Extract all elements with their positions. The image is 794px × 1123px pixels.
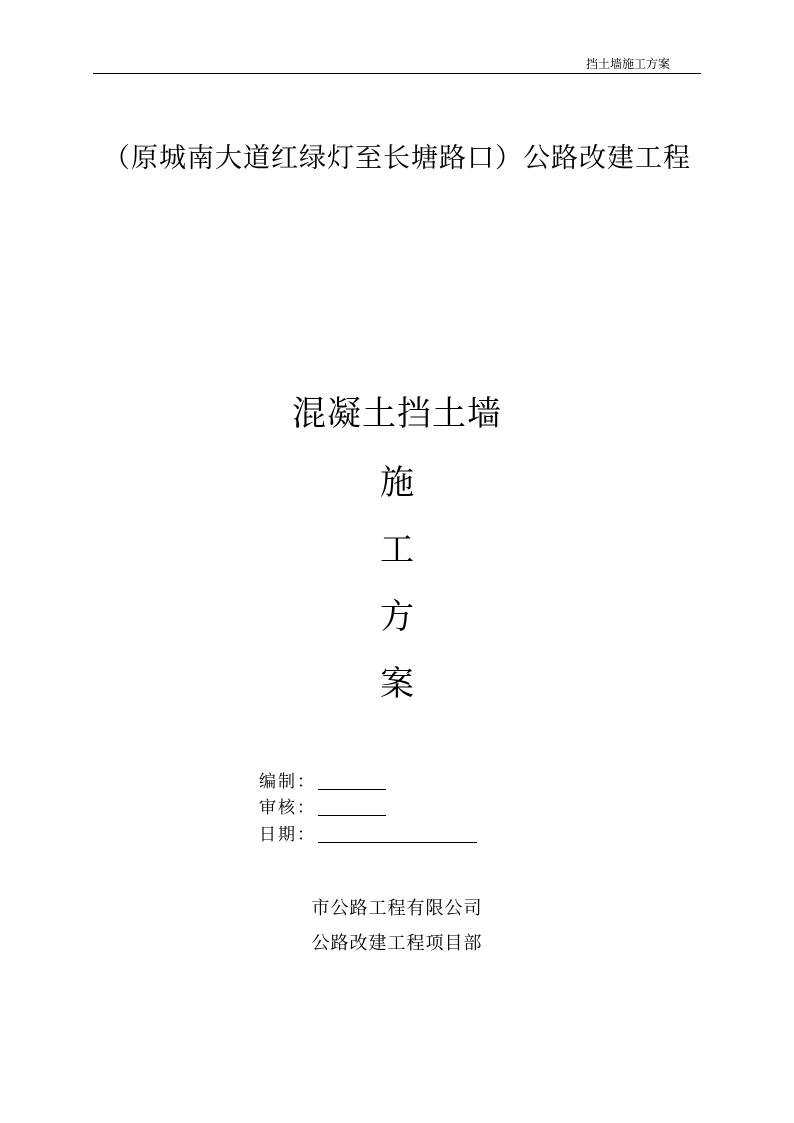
- signature-blank-line: [318, 815, 386, 816]
- signature-blank-line: [318, 789, 386, 790]
- signature-label: 审核：: [259, 798, 316, 818]
- document-title-line: 混凝土挡土墙: [292, 394, 502, 434]
- signature-label: 编制：: [259, 772, 316, 792]
- signature-blank-line: [318, 842, 477, 843]
- signature-field-reviewed-by: [259, 797, 316, 819]
- organization-name: 市公路工程有限公司: [311, 898, 483, 919]
- running-header-title: 挡土墙施工方案: [585, 57, 670, 71]
- project-department-name: 公路改建工程项目部: [311, 933, 483, 954]
- signature-field-date: [259, 824, 316, 846]
- document-title-line: 案: [380, 664, 414, 704]
- document-title-line: 方: [380, 597, 414, 637]
- project-title: （原城南大道红绿灯至长塘路口）公路改建工程: [103, 143, 691, 174]
- signature-label: 日期：: [259, 825, 316, 845]
- signature-field-compiled-by: [259, 771, 316, 793]
- document-title-line: 施: [380, 463, 414, 503]
- document-title-line: 工: [380, 530, 414, 570]
- header-divider: [93, 73, 701, 74]
